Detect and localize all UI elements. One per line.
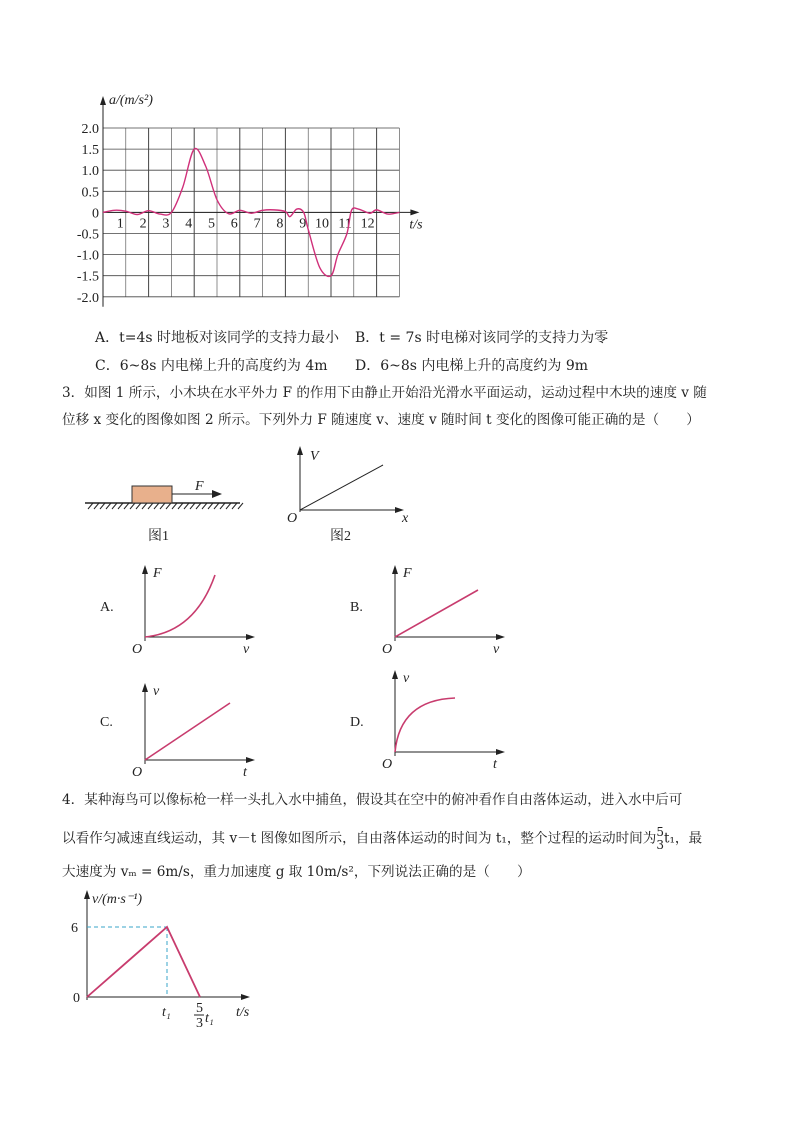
- frac-num: 5: [656, 825, 664, 839]
- y-tick-label: -1.0: [76, 248, 99, 264]
- y-axis-label: F: [403, 566, 412, 581]
- y-axis-label: v: [403, 671, 410, 686]
- svg-text:t₁: t₁: [162, 1005, 171, 1020]
- x-tick-label: 3: [162, 216, 170, 232]
- origin-label: O: [132, 642, 143, 657]
- x-tick-label: 6: [230, 216, 238, 232]
- origin-label: O: [382, 642, 393, 657]
- svg-text:0: 0: [73, 991, 80, 1006]
- choice-label: D.: [350, 715, 364, 730]
- choice-label: C.: [100, 715, 113, 730]
- y-tick-label: 2.0: [81, 122, 99, 137]
- q3-text-line1: 3．如图 1 所示，小木块在水平外力 F 的作用下由静止开始沿光滑水平面运动，运动过程中木块的速度 v 随: [62, 385, 707, 401]
- x-axis-label: t: [493, 757, 497, 772]
- x-tick-label: 7: [253, 216, 261, 232]
- x-tick-label: 1: [116, 216, 124, 232]
- x-tick-label: 9: [299, 216, 307, 232]
- svg-text:O: O: [287, 511, 298, 526]
- y-tick-label: -2.0: [76, 290, 99, 306]
- q3-text-line2: 位移 x 变化的图像如图 2 所示。下列外力 F 随速度 v、速度 v 随时间 t 变化的图像可能正确的是（ ）: [62, 412, 700, 428]
- q2-option-b[interactable]: B．t = 7s 时电梯对该同学的支持力为零: [355, 330, 609, 346]
- choice-label: B.: [350, 600, 363, 615]
- svg-text:v/(m·s⁻¹): v/(m·s⁻¹): [92, 892, 143, 907]
- q2-option-a[interactable]: A．t=4s 时地板对该同学的支持力最小: [95, 330, 340, 346]
- q4-text-line3: 大速度为 vₘ = 6m/s，重力加速度 g 取 10m/s²，下列说法正确的是（ ）: [62, 864, 531, 880]
- y-tick-label: 1.0: [81, 164, 99, 180]
- svg-text:图2: 图2: [330, 529, 351, 544]
- frac-den: 3: [656, 838, 664, 852]
- y-tick-label: -1.5: [76, 269, 99, 285]
- y-axis-label: v: [153, 684, 160, 699]
- y-axis-label: F: [153, 566, 162, 581]
- x-tick-label: 10: [315, 216, 329, 232]
- y-tick-label: 0.5: [81, 185, 99, 201]
- force-label: F: [195, 479, 204, 494]
- v-t-line: [87, 927, 200, 997]
- q4-line2-text: 以看作匀减速直线运动，其 v－t 图像如图所示，自由落体运动的时间为 t₁，整个过程的运动时间为: [62, 830, 657, 847]
- svg-text:x: x: [402, 511, 409, 526]
- svg-text:3: 3: [196, 1016, 203, 1031]
- x-axis-label: v: [243, 642, 250, 657]
- q2-option-c[interactable]: C．6~8s 内电梯上升的高度约为 4m: [95, 358, 328, 374]
- y-axis-label: a/(m/s²): [109, 93, 153, 108]
- q4-text-line1: 4．某种海鸟可以像标枪一样一头扎入水中捕鱼，假设其在空中的俯冲看作自由落体运动，进入水中后可: [62, 792, 683, 808]
- q4-line2-tail: t₁，最: [664, 830, 703, 847]
- svg-text:5: 5: [196, 1001, 203, 1016]
- x-axis-label: t: [243, 765, 247, 780]
- choice-label: A.: [100, 600, 114, 615]
- x-tick-label: 2: [139, 216, 147, 232]
- svg-text:6: 6: [71, 921, 78, 936]
- origin-label: O: [382, 757, 393, 772]
- svg-text:t/s: t/s: [236, 1005, 250, 1020]
- y-tick-label: -0.5: [76, 227, 99, 243]
- x-axis-label: v: [493, 642, 500, 657]
- x-tick-label: 12: [360, 216, 375, 232]
- origin-label: O: [132, 765, 143, 780]
- x-tick-label: 11: [338, 216, 352, 232]
- fig1-caption: 图1: [148, 529, 169, 544]
- x-tick-label: 8: [276, 216, 284, 232]
- y-tick-label: 0: [92, 206, 99, 222]
- x-tick-label: 5: [208, 216, 215, 232]
- svg-text:t₁: t₁: [205, 1011, 214, 1026]
- svg-text:V: V: [310, 449, 319, 464]
- y-tick-label: 1.5: [81, 143, 99, 159]
- x-tick-label: 4: [185, 216, 193, 232]
- q2-option-d[interactable]: D．6~8s 内电梯上升的高度约为 9m: [355, 358, 589, 374]
- x-axis-label: t/s: [409, 217, 423, 233]
